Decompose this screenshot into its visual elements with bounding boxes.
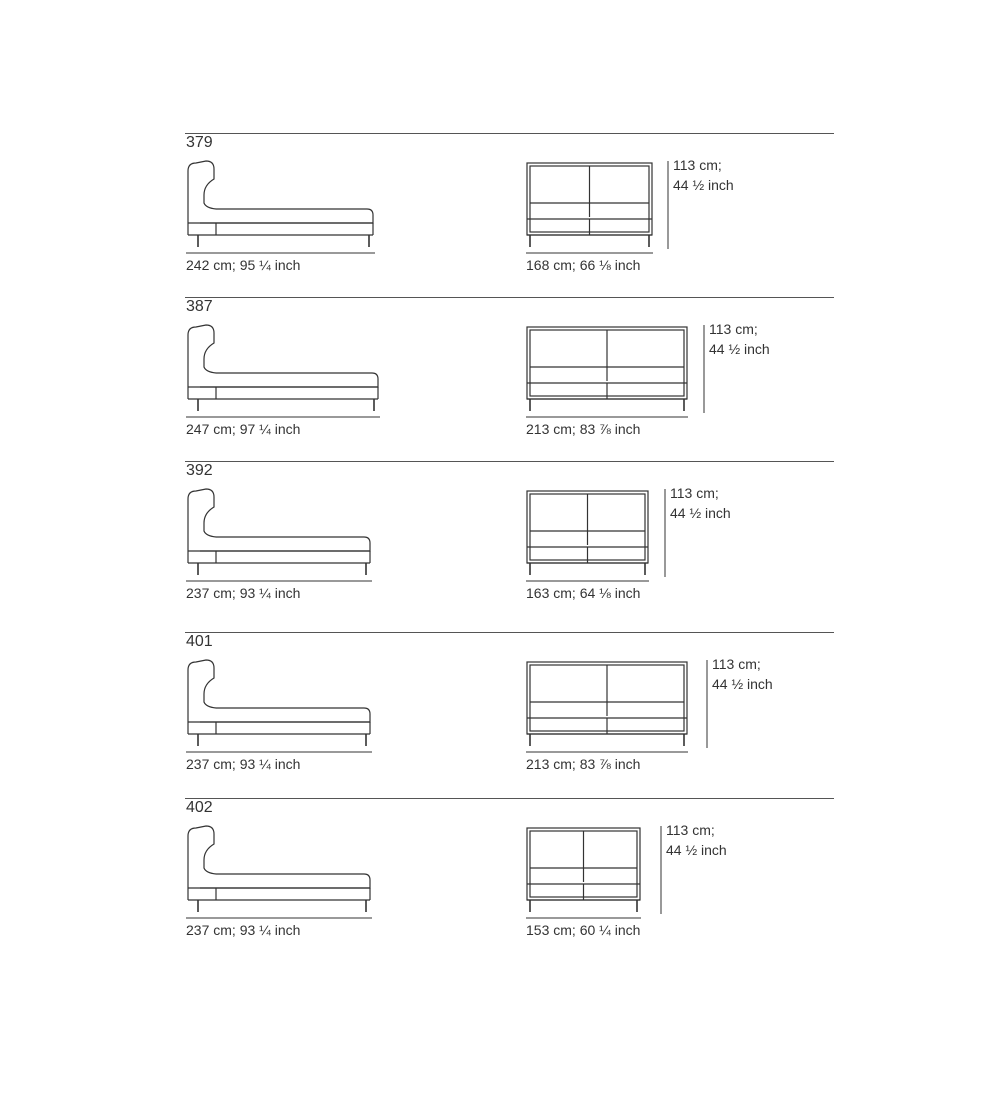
- front-view-drawing: [526, 161, 668, 253]
- side-width-dimension: 237 cm; 93 ¼ inch: [186, 756, 301, 772]
- model-number: 379: [186, 134, 213, 151]
- side-width-dimension: 242 cm; 95 ¼ inch: [186, 257, 301, 273]
- front-view-drawing: [526, 660, 707, 752]
- height-dimension: [709, 319, 770, 359]
- bed-drawings: [0, 461, 1000, 626]
- height-inch: 44 ½ inch: [666, 842, 727, 858]
- side-view-drawing: [186, 660, 372, 752]
- bed-drawings: [0, 133, 1000, 298]
- bed-section-402: [0, 798, 1000, 963]
- height-inch: 44 ½ inch: [712, 676, 773, 692]
- bed-section-392: [0, 461, 1000, 626]
- side-width-dimension: 237 cm; 93 ¼ inch: [186, 922, 301, 938]
- height-cm: 113 cm;: [666, 822, 715, 838]
- front-width-dimension: 153 cm; 60 ¼ inch: [526, 922, 641, 938]
- bed-section-379: [0, 133, 1000, 298]
- height-inch: 44 ½ inch: [709, 341, 770, 357]
- side-width-dimension: 237 cm; 93 ¼ inch: [186, 585, 301, 601]
- bed-section-401: [0, 632, 1000, 797]
- height-cm: 113 cm;: [712, 656, 761, 672]
- height-inch: 44 ½ inch: [673, 177, 734, 193]
- model-number: 402: [186, 799, 213, 816]
- front-view-drawing: [526, 489, 665, 581]
- front-width-dimension: 163 cm; 64 ⅛ inch: [526, 585, 641, 601]
- bed-drawings: [0, 632, 1000, 797]
- side-view-drawing: [186, 325, 380, 417]
- bed-drawings: [0, 798, 1000, 963]
- side-view-drawing: [186, 489, 372, 581]
- side-view-drawing: [186, 826, 372, 918]
- side-width-dimension: 247 cm; 97 ¼ inch: [186, 421, 301, 437]
- height-cm: 113 cm;: [709, 321, 758, 337]
- front-width-dimension: 213 cm; 83 ⅞ inch: [526, 421, 641, 437]
- bed-drawings: [0, 297, 1000, 462]
- front-width-dimension: 168 cm; 66 ⅛ inch: [526, 257, 641, 273]
- bed-section-387: [0, 297, 1000, 462]
- height-dimension: [673, 155, 734, 195]
- model-number: 401: [186, 633, 213, 650]
- height-dimension: [666, 820, 727, 860]
- front-width-dimension: 213 cm; 83 ⅞ inch: [526, 756, 641, 772]
- height-dimension: [712, 654, 773, 694]
- front-view-drawing: [526, 826, 661, 918]
- height-inch: 44 ½ inch: [670, 505, 731, 521]
- height-dimension: [670, 483, 731, 523]
- height-cm: 113 cm;: [673, 157, 722, 173]
- model-number: 392: [186, 462, 213, 479]
- side-view-drawing: [186, 161, 375, 253]
- height-cm: 113 cm;: [670, 485, 719, 501]
- front-view-drawing: [526, 325, 704, 417]
- model-number: 387: [186, 298, 213, 315]
